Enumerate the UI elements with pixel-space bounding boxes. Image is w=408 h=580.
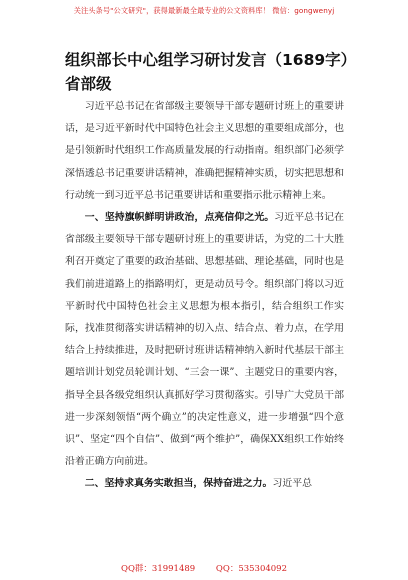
qq-contact-number: QQ：535304092 (215, 564, 287, 574)
section-1-body: 习近平总书记在省部级主要领导干部专题研讨班上的重要讲话，为党的二十大胜利召开奠定了重要的政治基础、思想基础、理论基础，同时也是我们前进道路上的指路明灯，更是动员号令。组织部门将以习近平新时代中国特色社会主义思想为根本指引，结合组织工作实际，找准贯彻落实讲话精神的切入点、结合点、着力点，在学用结合上持续推进，及时把研讨班讲话精神纳入新时代基层干部主题培训计划党员轮训计划、“三会一课”、主题党日的重要内容，指导全县各级党组织认真抓好学习贯彻落实。引导广大党员干部进一步深刻领悟“两个确立”的决定性意义，进一步增强“四个意识”、坚定“四个自信”、做到“两个维护”，确保XX组织工作始终沿着正确方向前进。 (65, 212, 344, 468)
qq-group-number: QQ群：31991489 (120, 564, 196, 574)
top-banner: 关注头条号"公文研究"，获得最新最全最专业的公文资料库！ 微信：gongwenyj (73, 6, 335, 15)
section-2-paragraph (65, 473, 344, 495)
section-1-paragraph (65, 207, 344, 473)
section-1-heading: 一、坚持旗帜鲜明讲政治，点亮信仰之光。 (84, 212, 275, 224)
document-title (65, 48, 365, 96)
document-body (65, 96, 344, 496)
title-line-1: 组织部长中心组学习研讨发言（1689字） (65, 51, 357, 69)
section-2-heading: 二、坚持求真务实敢担当，保持奋进之力。 (84, 478, 273, 490)
title-line-2: 省部级 (65, 75, 112, 93)
section-2-body: 习近平总 (272, 478, 312, 490)
bottom-banner (0, 562, 408, 574)
intro-paragraph: 习近平总书记在省部级主要领导干部专题研讨班上的重要讲话，是习近平新时代中国特色社会主义思想的重要组成部分，也是引领新时代组织工作高质量发展的行动指南。组织部门必须学深悟透总书记重要讲话精神，准确把握精神实质，切实把思想和行动统一到习近平总书记重要讲话和重要指示批示精神上来。 (65, 101, 344, 201)
